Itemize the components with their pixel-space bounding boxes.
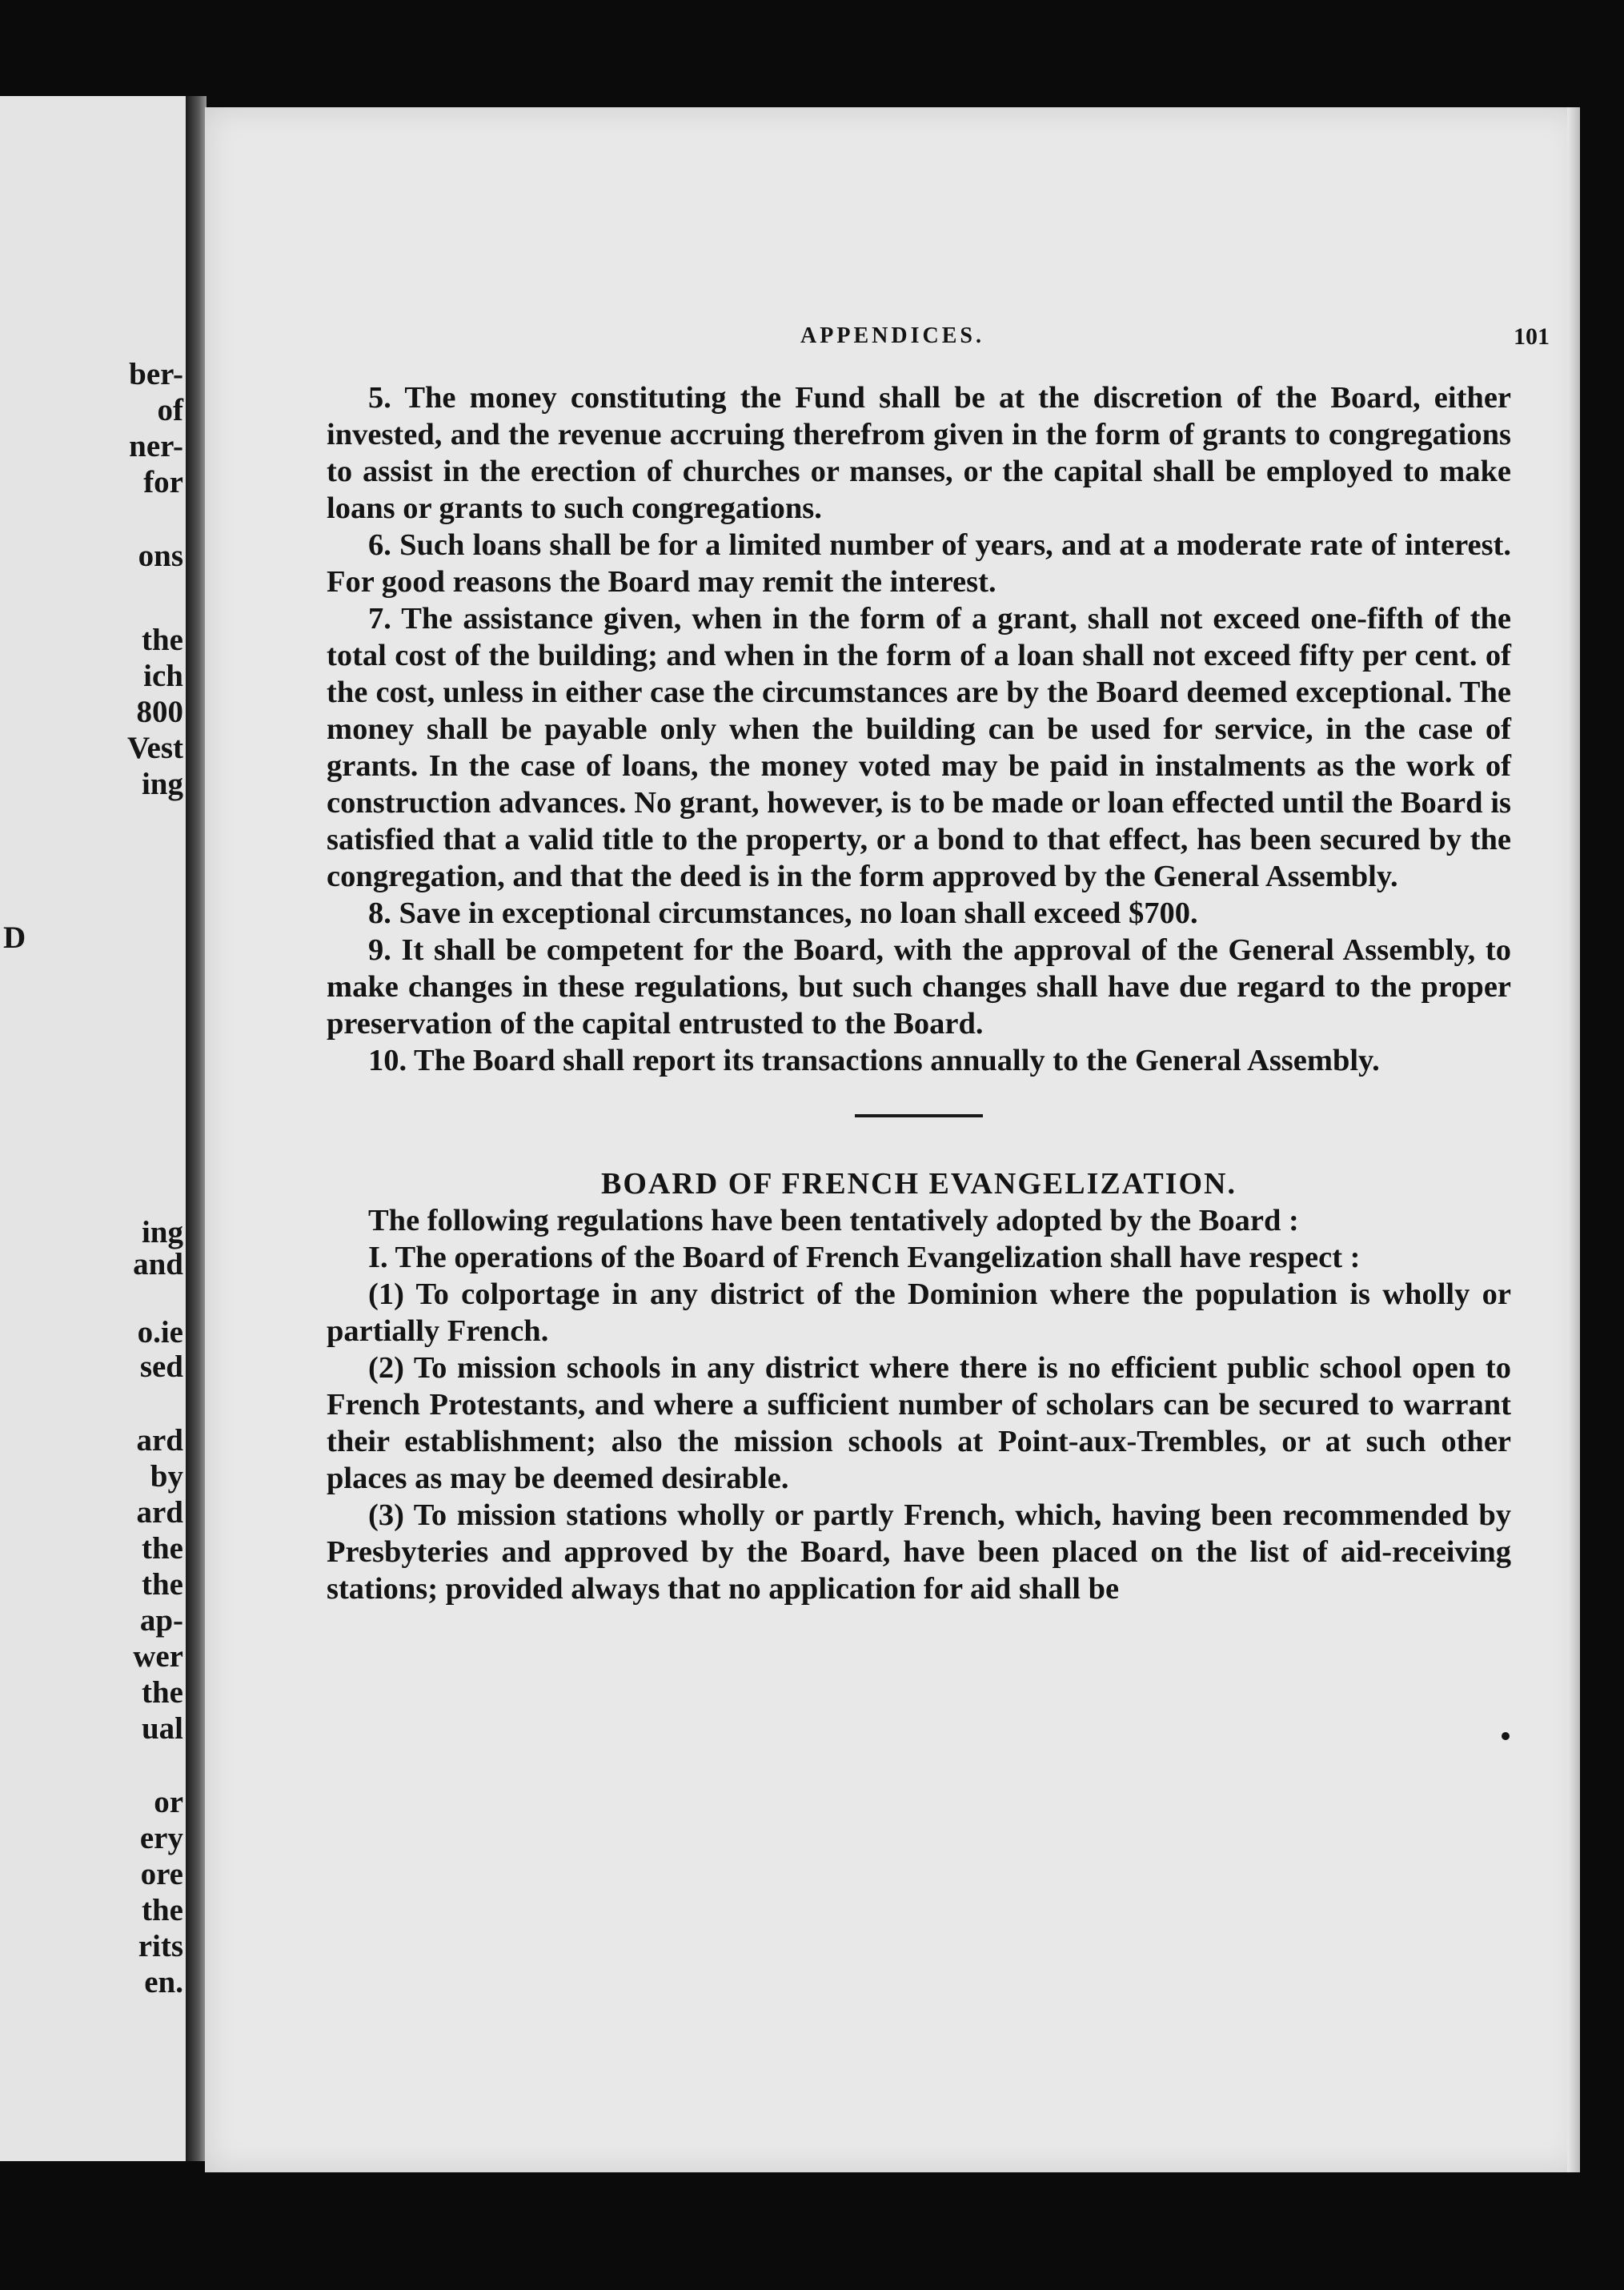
left-page-fragment: of bbox=[157, 393, 183, 427]
left-page-fragment: ing bbox=[141, 1215, 183, 1249]
left-page-fragment: rits bbox=[138, 1929, 183, 1963]
paragraph: I. The operations of the Board of French Evangelization shall have respect : bbox=[368, 1241, 1361, 1274]
left-page-fragment: ber- bbox=[129, 357, 183, 391]
paragraph: The following regulations have been tentatively adopted by the Board : bbox=[368, 1204, 1299, 1237]
left-page-fragment: ard bbox=[136, 1495, 183, 1530]
left-page-fragment: Vest bbox=[126, 731, 183, 765]
left-page-fragment: ual bbox=[141, 1711, 183, 1746]
page bbox=[205, 107, 1580, 2172]
page-body bbox=[327, 379, 1511, 1607]
left-page-fragment: ons bbox=[138, 539, 183, 573]
left-page-fragment: D bbox=[3, 920, 26, 955]
page-number: 101 bbox=[1514, 323, 1550, 350]
left-page-fragment: the bbox=[142, 1531, 183, 1566]
paragraph: 9. It shall be competent for the Board, with the approval of the General Assembly, to make changes in these regulations, but such changes shall have due regard to the proper preservation of the capital entrusted to the Board. bbox=[327, 933, 1511, 1041]
ink-speck bbox=[1502, 1732, 1510, 1740]
paragraph: (2) To mission schools in any district where there is no efficient public school open to French Protestants, and where a sufficient number of scholars can be secured to warrant their establishment; also the mission schools at Point-aux-Trembles, or at such other places as may be deemed desirable. bbox=[327, 1351, 1511, 1495]
left-page-fragment: ap- bbox=[139, 1603, 183, 1638]
left-page-fragment: wer bbox=[133, 1639, 183, 1674]
page-edge-shadow bbox=[1567, 107, 1580, 2172]
left-page-fragment: by bbox=[150, 1459, 183, 1494]
left-page-fragment: the bbox=[142, 1893, 183, 1927]
left-page-fragment: ery bbox=[139, 1821, 183, 1855]
left-page-fragment: or bbox=[154, 1785, 183, 1819]
left-page-fragment: sed bbox=[139, 1350, 183, 1384]
left-page-fragment: o.ie bbox=[137, 1315, 183, 1350]
left-page-fragment: for bbox=[143, 465, 183, 499]
paragraph: (1) To colportage in any district of the Dominion where the population is wholly or partially French. bbox=[327, 1277, 1511, 1348]
paragraph: 5. The money constituting the Fund shall be at the discretion of the Board, either invested, and the revenue accruing therefrom given in the form of grants to congregations to assist in the erection of churches or manses, or the capital shall be employed to make loans or grants to such congregations. bbox=[327, 381, 1511, 525]
paragraph: 6. Such loans shall be for a limited number of years, and at a moderate rate of interest. For good reasons the Board may remit the interest. bbox=[327, 528, 1511, 599]
section-divider bbox=[855, 1114, 983, 1117]
left-page-fragment: 800 bbox=[136, 695, 183, 729]
section-title: BOARD OF FRENCH EVANGELIZATION. bbox=[601, 1167, 1237, 1201]
paragraph: 8. Save in exceptional circumstances, no loan shall exceed $700. bbox=[368, 896, 1198, 930]
left-page-fragment: ing bbox=[141, 767, 183, 801]
left-page-fragment: the bbox=[142, 1675, 183, 1710]
page-header bbox=[205, 323, 1580, 363]
left-page-fragment: ner- bbox=[129, 429, 183, 463]
paragraph: (3) To mission stations wholly or partly French, which, having been recommended by Presbyteries and approved by the Board, have been placed on the list of aid-receiving stations; provided always that no application for aid shall be bbox=[327, 1498, 1511, 1606]
left-page-fragment: the bbox=[142, 1567, 183, 1602]
left-page-fragment: and bbox=[133, 1247, 183, 1281]
left-page-fragment: ich bbox=[143, 659, 183, 693]
running-head: APPENDICES. bbox=[800, 323, 984, 348]
left-page-fragment: en. bbox=[144, 1965, 183, 1999]
book-gutter bbox=[186, 96, 207, 2161]
left-page-fragment: ore bbox=[140, 1857, 183, 1891]
paragraph: 7. The assistance given, when in the form of a grant, shall not exceed one-fifth of the total cost of the building; and when in the form of a loan shall not exceed fifty per cent. of the cost, unless in either case the circumstances are by the Board deemed exceptional. The money shall be payable only when the building can be used for service, in the case of grants. In the case of loans, the money voted may be paid in instalments as the work of construction advances. No grant, however, is to be made or loan effected until the Board is satisfied that a valid title to the property, or a bond to that effect, has been secured by the congregation, and that the deed is in the form approved by the General Assembly. bbox=[327, 602, 1511, 893]
left-page-fragment: ard bbox=[136, 1423, 183, 1458]
left-page-fragment: the bbox=[142, 623, 183, 657]
previous-page-edge bbox=[0, 96, 188, 2161]
paragraph: 10. The Board shall report its transactions annually to the General Assembly. bbox=[368, 1044, 1380, 1077]
